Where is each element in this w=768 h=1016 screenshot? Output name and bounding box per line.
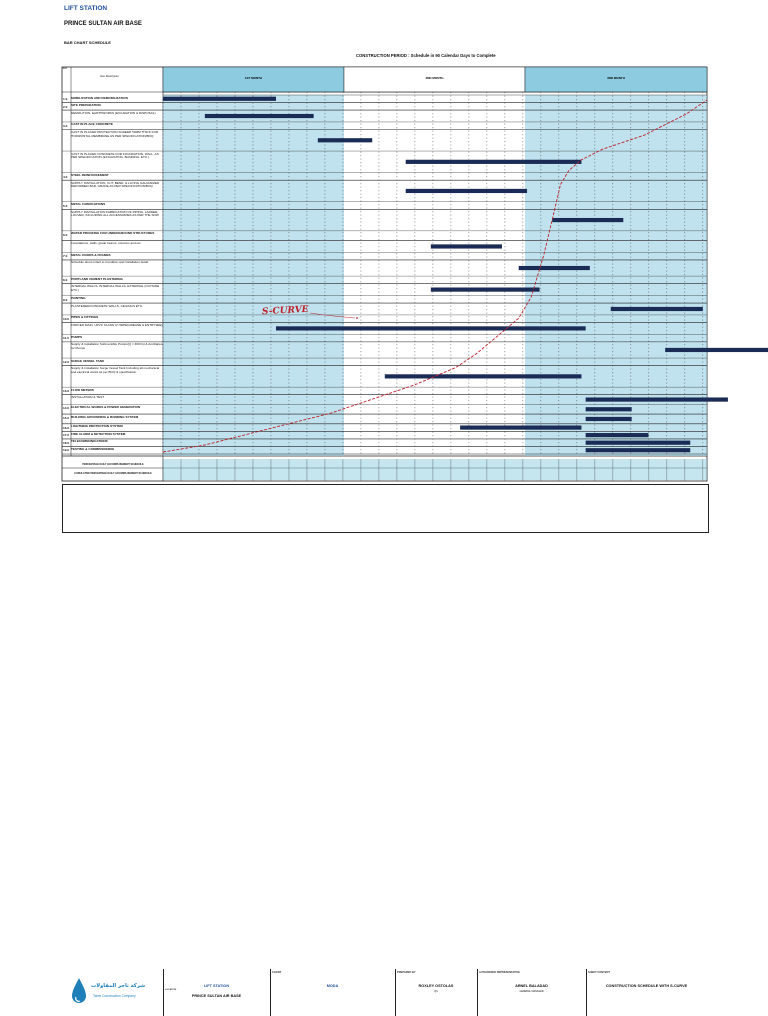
- activity-bar: [552, 218, 623, 222]
- authorized-rep-cell: AUTHORIZED REPRESENTATIVE ARNEL BALADAD GENERAL MANAGER: [477, 969, 587, 1016]
- client-cell: CLIENT MODA: [270, 969, 396, 1016]
- activity-bar: [385, 374, 582, 378]
- activity-description: FIRE ALARM & DETECTION SYSTEM: [71, 432, 126, 436]
- cumulative-percentage-row: CUMULATIVE PERCENTAGE DAILY ACCOMPLISHMENT SCHEDULE: [74, 472, 152, 475]
- activity-description: INTERNAL WALLS, INTERNAL WALLS, EXTERNAL (OUTSIDE ETC.): [71, 285, 160, 292]
- activity-number: 13.0: [63, 389, 70, 394]
- activity-number: 7.0: [63, 254, 68, 259]
- month-band-2: [344, 95, 525, 456]
- activity-description: MOBILIZATION AND DEMOBILIZATION: [71, 96, 128, 100]
- activity-bar: [431, 287, 540, 291]
- activity-number: 16.0: [63, 425, 70, 430]
- company-logo-cell: [63, 969, 164, 1016]
- activity-description: FORCED MAIN, UPVC CLASS IV HDPE(GREASE & ENTRYSEE): [71, 323, 163, 327]
- month-label-1: 1ST MONTH: [244, 76, 263, 80]
- activity-bar: [205, 114, 314, 118]
- activity-number: 2.0: [63, 104, 68, 109]
- daily-percentage-row: PERCENTAGE DAILY ACCOMPLISHMENT SCHEDULE: [82, 463, 144, 466]
- activity-description: SUPPLY INSTALLATION FABRICATION OF PIPING, LADDER, LOUVER, INCLUDING ALL ACCESSORIES AS PER THE SOW: [71, 210, 159, 218]
- activity-bar: [586, 397, 728, 401]
- cumulative-percent-band: [163, 468, 707, 480]
- activity-bar: [318, 138, 372, 142]
- col-header-description: Item Description: [100, 75, 119, 78]
- location-title: LIFT STATION: [203, 984, 230, 988]
- schedule-subtitle: BAR CHART SCHEDULE: [64, 40, 111, 45]
- activity-bar: [586, 417, 632, 421]
- activity-description: CAST IN PLACE CONCRETE: [71, 123, 113, 127]
- construction-period: CONSTRUCTION PERIOD : Schedule in 90 Calendar Days to Complete: [356, 53, 496, 58]
- activity-bar: [406, 189, 527, 193]
- client-value: MODA: [326, 984, 339, 988]
- company-name-arabic: شركة تاجر المقاولات: [91, 983, 146, 989]
- activity-bar: [460, 425, 581, 429]
- sheet-content-cell: SHEET CONTENT CONSTRUCTION SCHEDULE WITH S-CURVE: [586, 969, 707, 1016]
- title-block: [62, 484, 709, 998]
- project-name: PRINCE SULTAN AIR BASE: [64, 21, 142, 27]
- activity-description: TELECOMMUNICATIONS: [71, 440, 108, 444]
- month-label-3: 3RD MONTH: [607, 76, 625, 80]
- activity-number: 14.0: [63, 406, 70, 411]
- activity-description: INSTALLATION & TEST: [71, 396, 105, 400]
- activity-description: METAL FABRICATIONS: [71, 203, 106, 207]
- activity-description: Schedule doors Intact to Condition and installation detail: [71, 261, 149, 265]
- activity-description: SURGE VESSEL TANK: [71, 359, 105, 363]
- activity-number: 15.0: [63, 416, 70, 421]
- prepared-by-role: QS: [434, 990, 438, 993]
- activity-bar: [586, 441, 691, 445]
- activity-number: 17.0: [63, 433, 70, 438]
- activity-bar: [519, 266, 590, 270]
- activity-number: 9.0: [63, 297, 68, 302]
- activity-description: PIPES & FITTINGS: [71, 316, 99, 320]
- activity-description: DEMOLITION, EARTHWORKS (EXCAVATION & DISPOSAL): [71, 111, 156, 115]
- s-curve-label: S-CURVE: [261, 304, 309, 318]
- activity-number: 12.0: [63, 360, 70, 365]
- activity-number: 11.0: [63, 336, 69, 341]
- sheet-content-value: CONSTRUCTION SCHEDULE WITH S-CURVE: [605, 984, 688, 988]
- activity-number: 6.0: [63, 232, 68, 237]
- col-header-item: Item: [62, 67, 68, 70]
- activity-number: 5.0: [63, 203, 68, 208]
- activity-number: 8.0: [63, 278, 68, 283]
- activity-description: WATER PROOFING FOR UNDERGROUND STRUCTURES: [71, 232, 155, 236]
- authorized-rep-role: GENERAL MANAGER: [519, 990, 544, 993]
- activity-bar: [406, 160, 582, 164]
- activity-description: METAL DOORS & FRAMES: [71, 253, 111, 257]
- activity-bar: [431, 244, 502, 248]
- activity-description: SITE PREPARATION: [71, 104, 101, 108]
- activity-description: SUPPLY INSTALLATION, CUT, BEND, & LAYING GALVANIZED DEFORMED BAR, GRADE AS PER SPECIFICATION/BOQ: [71, 181, 160, 189]
- activity-description: CAST IN PLACED PROTECTION SCREED 50MM THICK FOR HORIZONTAL MEMBRANE AS PER SPECIFICATION/BOQ: [71, 130, 159, 138]
- activity-bar: [586, 407, 632, 411]
- activity-description: PLASTERED/CONCRETE WALLS, CEILINGS ETC.: [71, 304, 143, 308]
- s-curve-pointer-dot: [356, 317, 358, 319]
- activity-description: Supply & Installation Surge Vessel Tank Including all mechanical and electrical works as per BOQ & specification: [71, 367, 160, 374]
- location-cell: LOCATION LIFT STATION PRINCE SULTAN AIR BASE: [163, 969, 271, 1016]
- company-name-english: Taher Construction Company: [93, 994, 136, 998]
- activity-number: 1.0: [63, 97, 68, 101]
- activity-description: TESTING & COMMISSIONING: [71, 447, 115, 451]
- activity-bar: [163, 97, 276, 101]
- activity-description: ELECTRICAL WORKS & POWER GENERATION: [71, 405, 141, 409]
- activity-number: 4.0: [63, 174, 68, 179]
- prepared-by-cell: PREPARED BY ROXLEY OSTOLAS QS: [395, 969, 478, 1016]
- activity-bar: [665, 348, 768, 352]
- activity-description: BUILDING GROUNDING & BONDING SYSTEM: [71, 415, 139, 419]
- activity-description: PUMPS: [71, 335, 83, 339]
- document-title: LIFT STATION: [64, 5, 108, 12]
- activity-description: PORTLAND CEMENT PLASTERING: [71, 277, 123, 281]
- activity-number: 10.0: [63, 316, 70, 321]
- month-label-2: 2ND MONTH: [425, 76, 444, 80]
- activity-number: 3.0: [63, 123, 68, 128]
- activity-description: CAST IN PLACED CONCRETE FOR FOUNDATION, WALL, AS PER SPECIFICATION (EXCAVATING, BLINDING, ETC.): [71, 152, 159, 160]
- month-band-3: [525, 95, 707, 456]
- activity-bar: [276, 326, 586, 330]
- activity-description: PAINTING: [71, 297, 86, 301]
- water-drop-logo-icon: [69, 977, 89, 1007]
- activity-description: STEEL REINFORCEMENT: [71, 174, 109, 178]
- activity-description: LIGHTNING PROTECTION SYSTEM: [71, 425, 123, 429]
- activity-bar: [611, 307, 703, 311]
- activity-bar: [586, 433, 649, 437]
- activity-description: Supply & Installation Submersible Pumps(Q = 300 l/s) & Ancillaries for Pumps: [71, 343, 163, 351]
- location-value: PRINCE SULTAN AIR BASE: [191, 994, 242, 998]
- activity-number: 18.0: [63, 440, 70, 445]
- activity-description: FLOW METERS: [71, 388, 94, 392]
- prepared-by-name: ROXLEY OSTOLAS: [418, 984, 454, 988]
- activity-number: 19.0: [63, 448, 70, 453]
- authorized-rep-name: ARNEL BALADAD: [515, 984, 548, 988]
- activity-description: Foundations, walls, grade beams, columns and etc.: [71, 242, 142, 246]
- activity-bar: [586, 448, 691, 452]
- month-band-1: [163, 95, 344, 456]
- daily-percent-band: [163, 459, 707, 468]
